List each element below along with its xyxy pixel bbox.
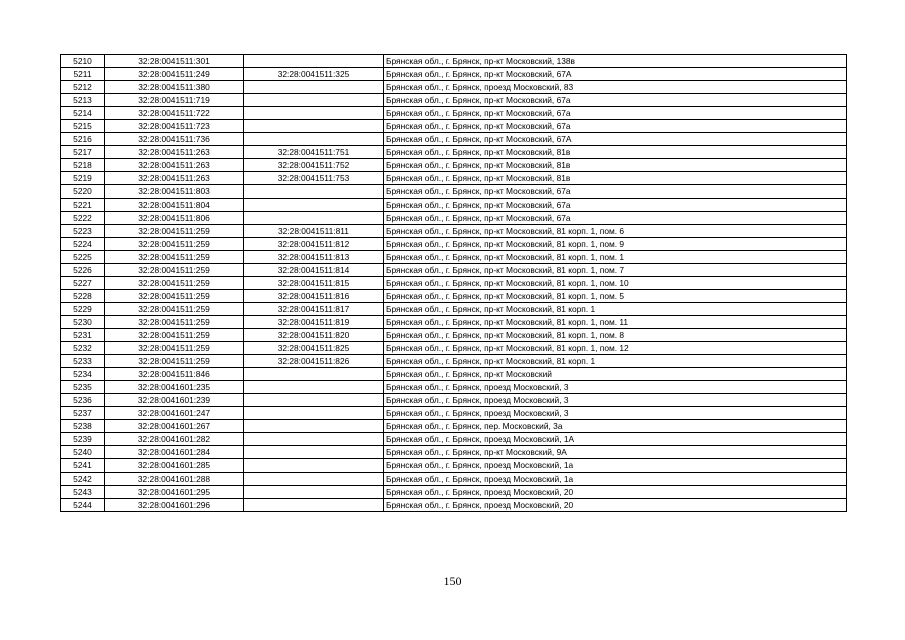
related-cadastral-number-cell	[244, 94, 384, 107]
related-cadastral-number-cell	[244, 420, 384, 433]
row-number-cell: 5238	[61, 420, 105, 433]
address-cell: Брянская обл., г. Брянск, пр-кт Московский, 67А	[384, 68, 847, 81]
cadastral-number-cell: 32:28:0041601:239	[105, 394, 244, 407]
cadastral-number-cell: 32:28:0041511:806	[105, 211, 244, 224]
address-cell: Брянская обл., г. Брянск, проезд Московский, 3	[384, 381, 847, 394]
table-row	[61, 55, 847, 68]
row-number-cell: 5213	[61, 94, 105, 107]
address-cell: Брянская обл., г. Брянск, пр-кт Московский, 67а	[384, 120, 847, 133]
row-number-cell: 5244	[61, 498, 105, 511]
cadastral-number-cell: 32:28:0041511:846	[105, 368, 244, 381]
cadastral-number-cell: 32:28:0041511:736	[105, 133, 244, 146]
cadastral-number-cell: 32:28:0041511:263	[105, 159, 244, 172]
table-row	[61, 237, 847, 250]
page-number: 150	[443, 574, 462, 588]
row-number-cell: 5219	[61, 172, 105, 185]
table-row	[61, 433, 847, 446]
cadastral-number-cell: 32:28:0041511:380	[105, 81, 244, 94]
cadastral-number-cell: 32:28:0041511:719	[105, 94, 244, 107]
related-cadastral-number-cell	[244, 120, 384, 133]
property-table	[60, 54, 847, 512]
address-cell: Брянская обл., г. Брянск, пр-кт Московский, 81 корп. 1, пом. 7	[384, 263, 847, 276]
cadastral-number-cell: 32:28:0041511:804	[105, 198, 244, 211]
address-cell: Брянская обл., г. Брянск, проезд Московский, 20	[384, 498, 847, 511]
row-number-cell: 5215	[61, 120, 105, 133]
related-cadastral-number-cell	[244, 433, 384, 446]
address-cell: Брянская обл., г. Брянск, проезд Московский, 3	[384, 394, 847, 407]
related-cadastral-number-cell	[244, 198, 384, 211]
row-number-cell: 5232	[61, 342, 105, 355]
address-cell: Брянская обл., г. Брянск, пр-кт Московский, 67а	[384, 211, 847, 224]
address-cell: Брянская обл., г. Брянск, проезд Московский, 1А	[384, 433, 847, 446]
related-cadastral-number-cell	[244, 381, 384, 394]
table-row	[61, 198, 847, 211]
row-number-cell: 5242	[61, 472, 105, 485]
cadastral-number-cell: 32:28:0041511:259	[105, 289, 244, 302]
address-cell: Брянская обл., г. Брянск, пр-кт Московский, 81 корп. 1, пом. 11	[384, 315, 847, 328]
cadastral-number-cell: 32:28:0041601:247	[105, 407, 244, 420]
address-cell: Брянская обл., г. Брянск, пр-кт Московский, 81 корп. 1, пом. 6	[384, 224, 847, 237]
row-number-cell: 5217	[61, 146, 105, 159]
table-row	[61, 342, 847, 355]
row-number-cell: 5226	[61, 263, 105, 276]
address-cell: Брянская обл., г. Брянск, проезд Московский, 1а	[384, 459, 847, 472]
table-row	[61, 120, 847, 133]
cadastral-number-cell: 32:28:0041511:723	[105, 120, 244, 133]
cadastral-number-cell: 32:28:0041511:259	[105, 263, 244, 276]
related-cadastral-number-cell: 32:28:0041511:811	[244, 224, 384, 237]
address-cell: Брянская обл., г. Брянск, пр-кт Московский, 81в	[384, 159, 847, 172]
table-row	[61, 289, 847, 302]
row-number-cell: 5231	[61, 328, 105, 341]
related-cadastral-number-cell	[244, 498, 384, 511]
related-cadastral-number-cell: 32:28:0041511:751	[244, 146, 384, 159]
related-cadastral-number-cell	[244, 368, 384, 381]
cadastral-number-cell: 32:28:0041511:803	[105, 185, 244, 198]
table-row	[61, 94, 847, 107]
address-cell: Брянская обл., г. Брянск, пр-кт Московский, 67а	[384, 198, 847, 211]
related-cadastral-number-cell: 32:28:0041511:325	[244, 68, 384, 81]
row-number-cell: 5222	[61, 211, 105, 224]
table-row	[61, 263, 847, 276]
related-cadastral-number-cell	[244, 459, 384, 472]
table-row	[61, 172, 847, 185]
row-number-cell: 5227	[61, 276, 105, 289]
related-cadastral-number-cell	[244, 185, 384, 198]
related-cadastral-number-cell	[244, 446, 384, 459]
table-row	[61, 498, 847, 511]
row-number-cell: 5229	[61, 302, 105, 315]
related-cadastral-number-cell: 32:28:0041511:826	[244, 355, 384, 368]
address-cell: Брянская обл., г. Брянск, пр-кт Московский, 81в	[384, 172, 847, 185]
table-row	[61, 394, 847, 407]
row-number-cell: 5216	[61, 133, 105, 146]
address-cell: Брянская обл., г. Брянск, пр-кт Московский, 81 корп. 1, пом. 1	[384, 250, 847, 263]
row-number-cell: 5236	[61, 394, 105, 407]
cadastral-number-cell: 32:28:0041601:285	[105, 459, 244, 472]
related-cadastral-number-cell: 32:28:0041511:820	[244, 328, 384, 341]
address-cell: Брянская обл., г. Брянск, пр-кт Московский, 67А	[384, 133, 847, 146]
table-row	[61, 315, 847, 328]
row-number-cell: 5235	[61, 381, 105, 394]
table-row	[61, 276, 847, 289]
cadastral-number-cell: 32:28:0041511:263	[105, 146, 244, 159]
row-number-cell: 5234	[61, 368, 105, 381]
cadastral-number-cell: 32:28:0041601:284	[105, 446, 244, 459]
cadastral-number-cell: 32:28:0041511:259	[105, 315, 244, 328]
cadastral-number-cell: 32:28:0041511:259	[105, 328, 244, 341]
row-number-cell: 5237	[61, 407, 105, 420]
row-number-cell: 5225	[61, 250, 105, 263]
property-table-container	[60, 54, 846, 512]
related-cadastral-number-cell: 32:28:0041511:752	[244, 159, 384, 172]
cadastral-number-cell: 32:28:0041601:296	[105, 498, 244, 511]
address-cell: Брянская обл., г. Брянск, пр-кт Московский, 81 корп. 1, пом. 10	[384, 276, 847, 289]
related-cadastral-number-cell	[244, 211, 384, 224]
cadastral-number-cell: 32:28:0041511:249	[105, 68, 244, 81]
row-number-cell: 5241	[61, 459, 105, 472]
address-cell: Брянская обл., г. Брянск, пр-кт Московский, 81 корп. 1, пом. 8	[384, 328, 847, 341]
address-cell: Брянская обл., г. Брянск, пер. Московский, 3а	[384, 420, 847, 433]
table-row	[61, 224, 847, 237]
address-cell: Брянская обл., г. Брянск, проезд Московский, 20	[384, 485, 847, 498]
cadastral-number-cell: 32:28:0041511:722	[105, 107, 244, 120]
cadastral-number-cell: 32:28:0041511:259	[105, 355, 244, 368]
address-cell: Брянская обл., г. Брянск, проезд Московский, 1а	[384, 472, 847, 485]
related-cadastral-number-cell	[244, 472, 384, 485]
row-number-cell: 5243	[61, 485, 105, 498]
table-row	[61, 185, 847, 198]
cadastral-number-cell: 32:28:0041511:263	[105, 172, 244, 185]
table-body	[61, 55, 847, 512]
related-cadastral-number-cell: 32:28:0041511:813	[244, 250, 384, 263]
address-cell: Брянская обл., г. Брянск, пр-кт Московский, 138в	[384, 55, 847, 68]
related-cadastral-number-cell: 32:28:0041511:825	[244, 342, 384, 355]
table-row	[61, 250, 847, 263]
cadastral-number-cell: 32:28:0041601:235	[105, 381, 244, 394]
row-number-cell: 5210	[61, 55, 105, 68]
related-cadastral-number-cell	[244, 133, 384, 146]
row-number-cell: 5212	[61, 81, 105, 94]
related-cadastral-number-cell	[244, 407, 384, 420]
address-cell: Брянская обл., г. Брянск, пр-кт Московский, 67а	[384, 107, 847, 120]
table-row	[61, 133, 847, 146]
row-number-cell: 5224	[61, 237, 105, 250]
table-row	[61, 211, 847, 224]
cadastral-number-cell: 32:28:0041511:259	[105, 237, 244, 250]
table-row	[61, 368, 847, 381]
cadastral-number-cell: 32:28:0041601:267	[105, 420, 244, 433]
related-cadastral-number-cell	[244, 107, 384, 120]
row-number-cell: 5218	[61, 159, 105, 172]
table-row	[61, 485, 847, 498]
table-row	[61, 355, 847, 368]
related-cadastral-number-cell	[244, 55, 384, 68]
cadastral-number-cell: 32:28:0041601:288	[105, 472, 244, 485]
row-number-cell: 5214	[61, 107, 105, 120]
row-number-cell: 5220	[61, 185, 105, 198]
row-number-cell: 5221	[61, 198, 105, 211]
related-cadastral-number-cell: 32:28:0041511:819	[244, 315, 384, 328]
table-row	[61, 446, 847, 459]
cadastral-number-cell: 32:28:0041511:259	[105, 250, 244, 263]
related-cadastral-number-cell: 32:28:0041511:815	[244, 276, 384, 289]
cadastral-number-cell: 32:28:0041601:282	[105, 433, 244, 446]
row-number-cell: 5240	[61, 446, 105, 459]
cadastral-number-cell: 32:28:0041601:295	[105, 485, 244, 498]
table-row	[61, 459, 847, 472]
address-cell: Брянская обл., г. Брянск, пр-кт Московский, 81 корп. 1, пом. 5	[384, 289, 847, 302]
table-row	[61, 302, 847, 315]
related-cadastral-number-cell: 32:28:0041511:812	[244, 237, 384, 250]
address-cell: Брянская обл., г. Брянск, пр-кт Московский, 81в	[384, 146, 847, 159]
table-row	[61, 159, 847, 172]
cadastral-number-cell: 32:28:0041511:259	[105, 224, 244, 237]
related-cadastral-number-cell: 32:28:0041511:753	[244, 172, 384, 185]
address-cell: Брянская обл., г. Брянск, пр-кт Московский, 9А	[384, 446, 847, 459]
cadastral-number-cell: 32:28:0041511:301	[105, 55, 244, 68]
row-number-cell: 5228	[61, 289, 105, 302]
table-row	[61, 107, 847, 120]
table-row	[61, 81, 847, 94]
row-number-cell: 5211	[61, 68, 105, 81]
address-cell: Брянская обл., г. Брянск, пр-кт Московский, 81 корп. 1, пом. 9	[384, 237, 847, 250]
row-number-cell: 5223	[61, 224, 105, 237]
address-cell: Брянская обл., г. Брянск, проезд Московский, 83	[384, 81, 847, 94]
row-number-cell: 5233	[61, 355, 105, 368]
address-cell: Брянская обл., г. Брянск, пр-кт Московский, 81 корп. 1	[384, 302, 847, 315]
address-cell: Брянская обл., г. Брянск, пр-кт Московский, 81 корп. 1, пом. 12	[384, 342, 847, 355]
table-row	[61, 328, 847, 341]
cadastral-number-cell: 32:28:0041511:259	[105, 276, 244, 289]
table-row	[61, 68, 847, 81]
table-row	[61, 472, 847, 485]
row-number-cell: 5230	[61, 315, 105, 328]
address-cell: Брянская обл., г. Брянск, проезд Московский, 3	[384, 407, 847, 420]
address-cell: Брянская обл., г. Брянск, пр-кт Московский, 67а	[384, 94, 847, 107]
related-cadastral-number-cell	[244, 394, 384, 407]
table-row	[61, 146, 847, 159]
address-cell: Брянская обл., г. Брянск, пр-кт Московский, 81 корп. 1	[384, 355, 847, 368]
row-number-cell: 5239	[61, 433, 105, 446]
related-cadastral-number-cell	[244, 485, 384, 498]
related-cadastral-number-cell: 32:28:0041511:816	[244, 289, 384, 302]
table-row	[61, 407, 847, 420]
cadastral-number-cell: 32:28:0041511:259	[105, 302, 244, 315]
table-row	[61, 381, 847, 394]
table-row	[61, 420, 847, 433]
address-cell: Брянская обл., г. Брянск, пр-кт Московский	[384, 368, 847, 381]
related-cadastral-number-cell: 32:28:0041511:817	[244, 302, 384, 315]
cadastral-number-cell: 32:28:0041511:259	[105, 342, 244, 355]
related-cadastral-number-cell	[244, 81, 384, 94]
address-cell: Брянская обл., г. Брянск, пр-кт Московский, 67а	[384, 185, 847, 198]
related-cadastral-number-cell: 32:28:0041511:814	[244, 263, 384, 276]
